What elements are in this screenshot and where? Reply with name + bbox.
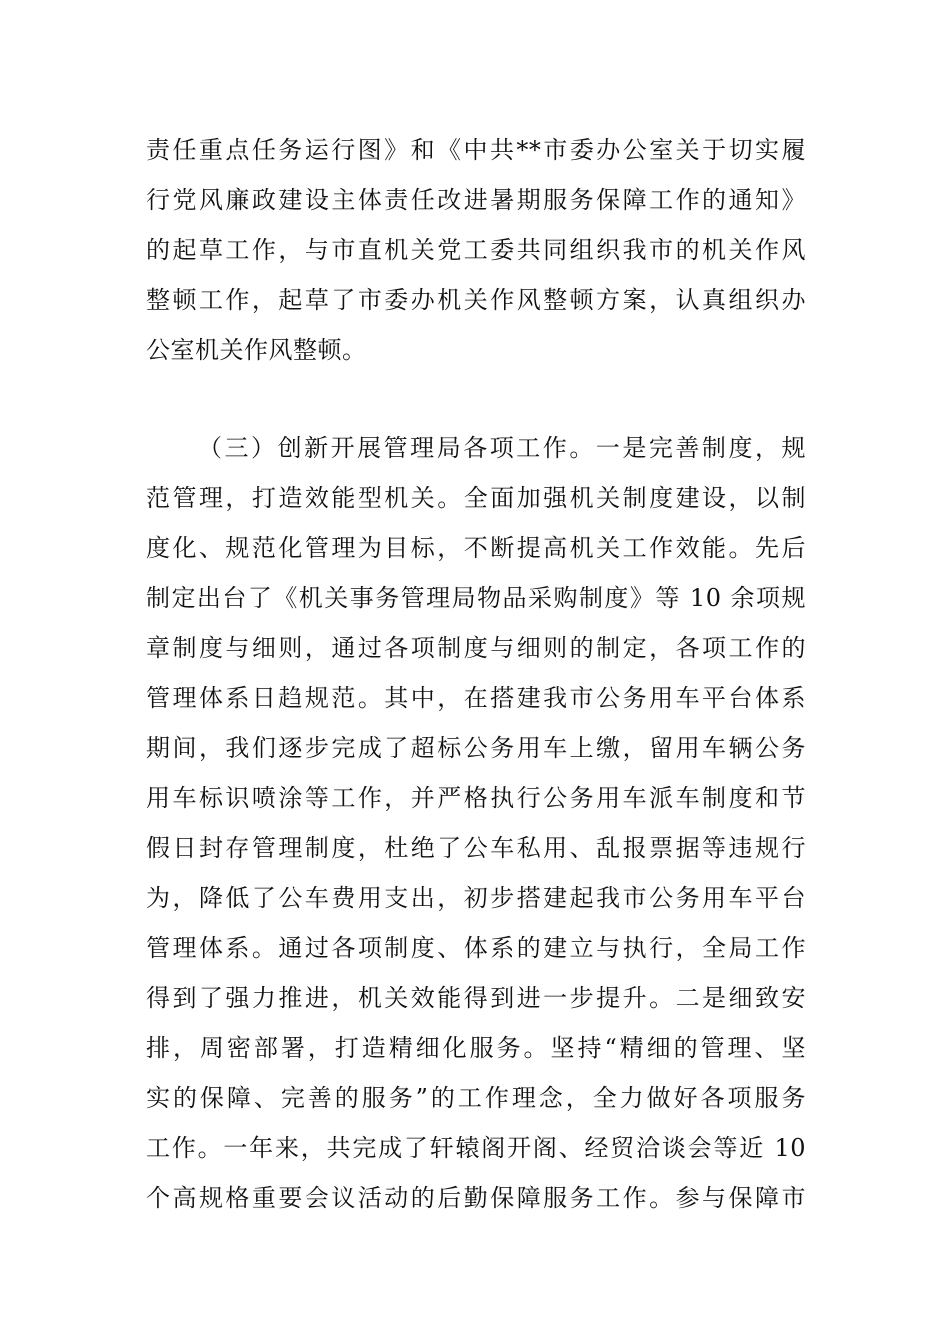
text-line: 工作。一年来，共完成了轩辕阁开阁、经贸洽谈会等近 10 xyxy=(146,1134,806,1162)
text-line: 期间，我们逐步完成了超标公务用车上缴，留用车辆公务 xyxy=(146,734,806,762)
text-line: 范管理，打造效能型机关。全面加强机关制度建设，以制 xyxy=(146,484,806,512)
section-heading-line: （三）创新开展管理局各项工作。一是完善制度，规 xyxy=(198,434,806,462)
text-line: 的起草工作，与市直机关党工委共同组织我市的机关作风 xyxy=(146,236,806,264)
text-line: 章制度与细则，通过各项制度与细则的制定，各项工作的 xyxy=(146,634,806,662)
paragraph-continuation xyxy=(146,125,806,375)
text-line: 度化、规范化管理为目标，不断提高机关工作效能。先后 xyxy=(146,534,806,562)
text-line: 管理体系。通过各项制度、体系的建立与执行，全局工作 xyxy=(146,934,806,962)
text-line: 公室机关作风整顿。 xyxy=(146,336,367,364)
text-line: 实的保障、完善的服务”的工作理念，全力做好各项服务 xyxy=(146,1084,806,1112)
paragraph-section-three xyxy=(146,423,806,1223)
text-line: 行党风廉政建设主体责任改进暑期服务保障工作的通知》 xyxy=(146,186,806,214)
text-line: 排，周密部署，打造精细化服务。坚持“精细的管理、坚 xyxy=(146,1034,806,1062)
text-line: 用车标识喷涂等工作，并严格执行公务用车派车制度和节 xyxy=(146,784,806,812)
text-line: 个高规格重要会议活动的后勤保障服务工作。参与保障市 xyxy=(146,1184,806,1212)
text-line: 管理体系日趋规范。其中，在搭建我市公务用车平台体系 xyxy=(146,684,806,712)
text-line: 制定出台了《机关事务管理局物品采购制度》等 10 余项规 xyxy=(146,584,806,612)
text-line: 责任重点任务运行图》和《中共**市委办公室关于切实履 xyxy=(146,136,806,164)
text-line: 得到了强力推进，机关效能得到进一步提升。二是细致安 xyxy=(146,984,806,1012)
text-line: 假日封存管理制度，杜绝了公车私用、乱报票据等违规行 xyxy=(146,834,806,862)
text-line: 整顿工作，起草了市委办机关作风整顿方案，认真组织办 xyxy=(146,286,806,314)
text-line: 为，降低了公车费用支出，初步搭建起我市公务用车平台 xyxy=(146,884,806,912)
